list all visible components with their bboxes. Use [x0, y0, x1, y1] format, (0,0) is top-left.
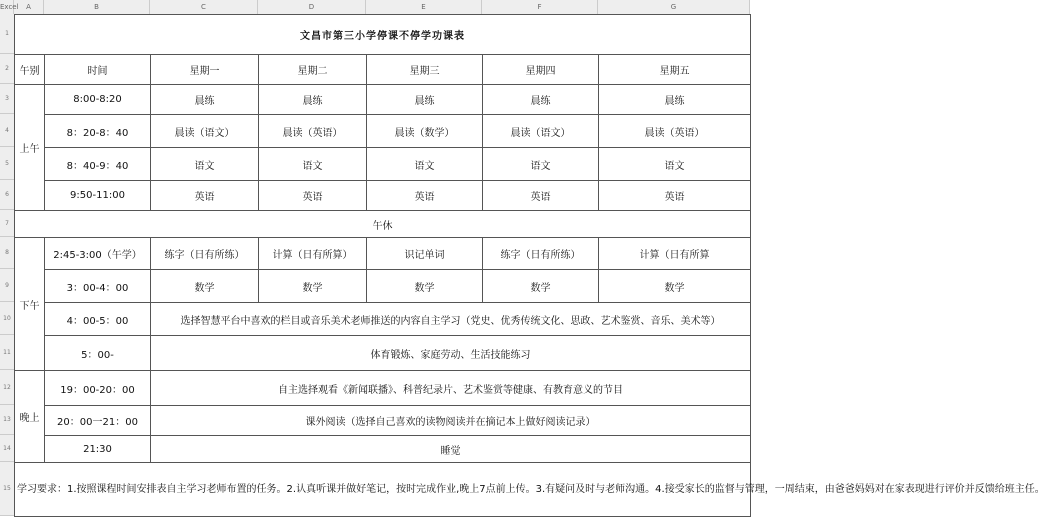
table-cell[interactable]: 晨读（语文）	[483, 115, 599, 148]
row-header[interactable]: 12	[0, 370, 14, 405]
day-header-fri[interactable]: 星期五	[599, 55, 751, 85]
schedule-table	[14, 14, 1045, 517]
table-cell[interactable]: 语文	[259, 148, 367, 181]
time-cell[interactable]: 5：00-	[45, 336, 151, 371]
row-header[interactable]: 8	[0, 237, 14, 269]
table-cell[interactable]: 练字（日有所练）	[483, 238, 599, 270]
row-header[interactable]: 9	[0, 269, 14, 302]
table-cell[interactable]: 英语	[367, 181, 483, 211]
row-header[interactable]: 2	[0, 54, 14, 84]
time-cell[interactable]: 9:50-11:00	[45, 181, 151, 211]
noon-break-cell[interactable]: 午休	[15, 211, 751, 238]
table-cell[interactable]: 数学	[259, 270, 367, 303]
column-header-d[interactable]: D	[258, 0, 366, 14]
column-header-b[interactable]: B	[44, 0, 150, 14]
day-header-mon[interactable]: 星期一	[151, 55, 259, 85]
row-header[interactable]: 5	[0, 147, 14, 180]
header-row	[15, 55, 751, 85]
merged-activity-cell[interactable]: 自主选择观看《新闻联播》、科普纪录片、艺术鉴赏等健康、有教育意义的节目	[151, 371, 751, 406]
day-header-thu[interactable]: 星期四	[483, 55, 599, 85]
row-header[interactable]: 1	[0, 14, 14, 54]
time-cell[interactable]: 4：00-5：00	[45, 303, 151, 336]
table-row	[15, 238, 751, 270]
column-header-a[interactable]: A	[14, 0, 44, 14]
merged-activity-cell[interactable]: 睡觉	[151, 436, 751, 463]
table-row	[15, 303, 751, 336]
table-cell[interactable]: 英语	[151, 181, 259, 211]
table-cell[interactable]: 语文	[483, 148, 599, 181]
table-cell[interactable]: 英语	[483, 181, 599, 211]
table-cell[interactable]: 数学	[599, 270, 751, 303]
table-cell[interactable]: 英语	[599, 181, 751, 211]
study-requirements-note[interactable]: 学习要求：1.按照课程时间安排表自主学习老师布置的任务。2.认真听课并做好笔记，按时完成作业,晚上7点前上传。3.有疑问及时与老师沟通。4.接受家长的监督与管理，一周结束，由爸爸妈妈对在家表现进行评价并反馈给班主任。	[15, 463, 751, 517]
row-header[interactable]: 4	[0, 114, 14, 147]
table-cell[interactable]: 语文	[367, 148, 483, 181]
table-cell[interactable]: 晨读（数学）	[367, 115, 483, 148]
period-label-morning[interactable]: 上午	[15, 85, 45, 211]
corner-cell: Excel	[0, 0, 14, 14]
time-cell[interactable]: 21:30	[45, 436, 151, 463]
time-header[interactable]: 时间	[45, 55, 151, 85]
table-cell[interactable]: 晨练	[367, 85, 483, 115]
row-header-bar	[0, 14, 15, 516]
table-cell[interactable]: 英语	[259, 181, 367, 211]
table-cell[interactable]: 数学	[483, 270, 599, 303]
period-label-afternoon[interactable]: 下午	[15, 238, 45, 371]
column-header-c[interactable]: C	[150, 0, 258, 14]
row-header[interactable]: 13	[0, 405, 14, 435]
merged-activity-cell[interactable]: 课外阅读（选择自己喜欢的读物阅读并在摘记本上做好阅读记录）	[151, 406, 751, 436]
time-cell[interactable]: 3：00-4：00	[45, 270, 151, 303]
noon-break-row	[15, 211, 751, 238]
day-header-tue[interactable]: 星期二	[259, 55, 367, 85]
merged-activity-cell[interactable]: 选择智慧平台中喜欢的栏目或音乐美术老师推送的内容自主学习（党史、优秀传统文化、思政、艺术鉴赏、音乐、美术等）	[151, 303, 751, 336]
row-header[interactable]: 15	[0, 462, 14, 516]
table-row	[15, 406, 751, 436]
table-cell[interactable]: 数学	[151, 270, 259, 303]
table-cell[interactable]: 晨练	[483, 85, 599, 115]
time-cell[interactable]: 2:45-3:00（午学）	[45, 238, 151, 270]
period-header[interactable]: 午别	[15, 55, 45, 85]
time-cell[interactable]: 8:00-8:20	[45, 85, 151, 115]
table-cell[interactable]: 语文	[599, 148, 751, 181]
column-header-g[interactable]: G	[598, 0, 750, 14]
row-header[interactable]: 3	[0, 84, 14, 114]
table-cell[interactable]: 语文	[151, 148, 259, 181]
table-row	[15, 336, 751, 371]
table-cell[interactable]: 练字（日有所练）	[151, 238, 259, 270]
notes-row	[15, 463, 751, 517]
table-cell[interactable]: 晨读（英语）	[599, 115, 751, 148]
table-row	[15, 115, 751, 148]
row-header[interactable]: 14	[0, 435, 14, 462]
table-row	[15, 436, 751, 463]
time-cell[interactable]: 8：40-9：40	[45, 148, 151, 181]
table-row	[15, 181, 751, 211]
row-header[interactable]: 6	[0, 180, 14, 210]
title-row	[15, 15, 751, 55]
column-header-f[interactable]: F	[482, 0, 598, 14]
schedule-title[interactable]: 文昌市第三小学停课不停学功课表	[15, 15, 751, 55]
table-cell[interactable]: 晨练	[259, 85, 367, 115]
time-cell[interactable]: 20：00一21：00	[45, 406, 151, 436]
table-cell[interactable]: 晨练	[151, 85, 259, 115]
row-header[interactable]: 10	[0, 302, 14, 335]
time-cell[interactable]: 8：20-8：40	[45, 115, 151, 148]
table-row	[15, 270, 751, 303]
table-cell[interactable]: 晨读（英语）	[259, 115, 367, 148]
table-cell[interactable]: 数学	[367, 270, 483, 303]
table-cell[interactable]: 计算（日有所算	[599, 238, 751, 270]
time-cell[interactable]: 19：00-20：00	[45, 371, 151, 406]
table-cell[interactable]: 晨读（语文）	[151, 115, 259, 148]
table-cell[interactable]: 识记单词	[367, 238, 483, 270]
table-row	[15, 85, 751, 115]
table-row	[15, 148, 751, 181]
row-header[interactable]: 7	[0, 210, 14, 237]
table-row	[15, 371, 751, 406]
row-header[interactable]: 11	[0, 335, 14, 370]
column-header-e[interactable]: E	[366, 0, 482, 14]
table-cell[interactable]: 计算（日有所算）	[259, 238, 367, 270]
merged-activity-cell[interactable]: 体育锻炼、家庭劳动、生活技能练习	[151, 336, 751, 371]
day-header-wed[interactable]: 星期三	[367, 55, 483, 85]
period-label-evening[interactable]: 晚上	[15, 371, 45, 463]
column-header-bar	[0, 0, 750, 15]
table-cell[interactable]: 晨练	[599, 85, 751, 115]
